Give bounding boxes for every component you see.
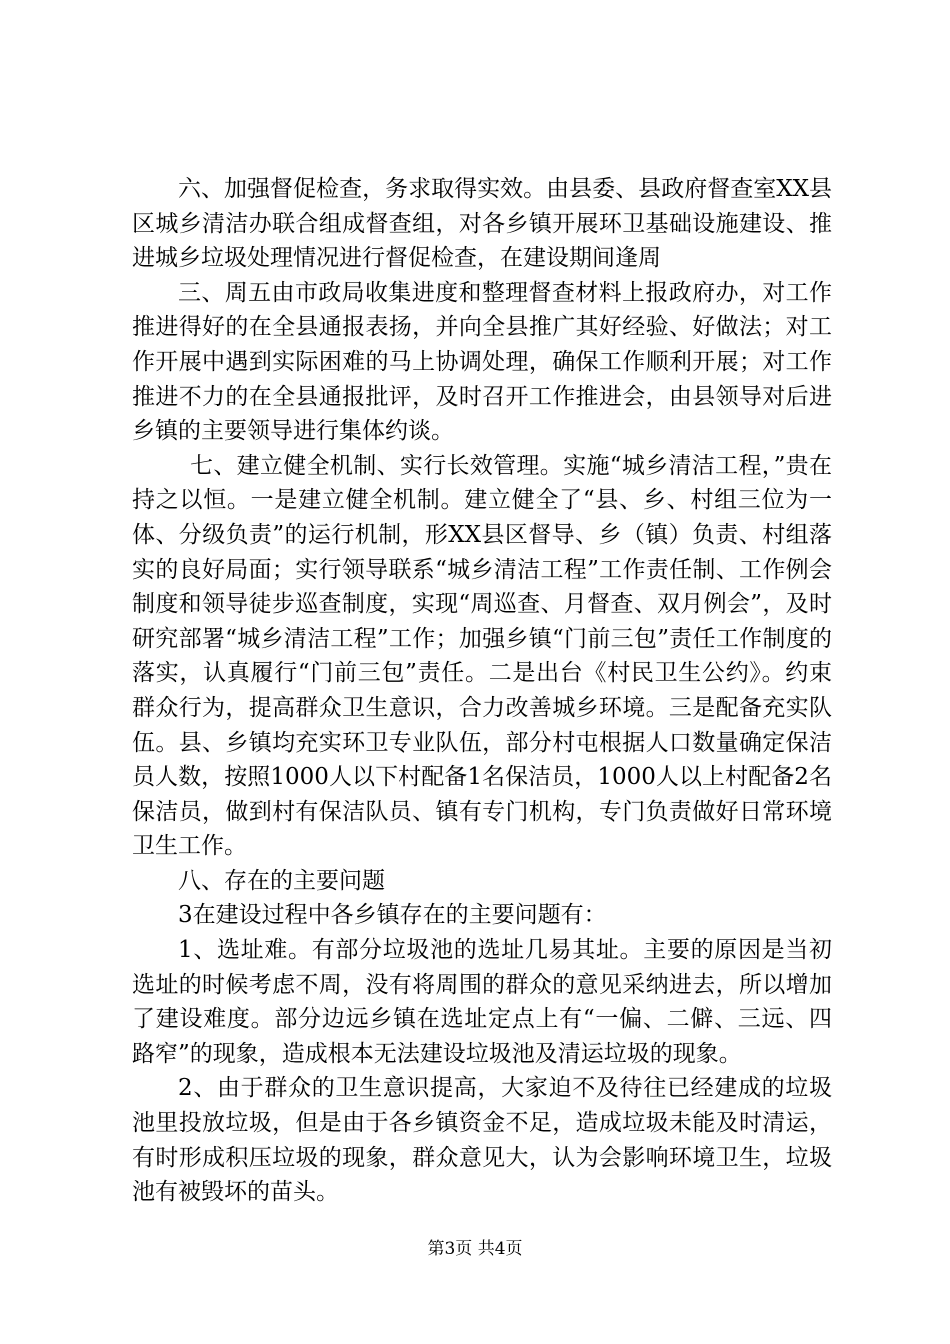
paragraph-seven-mechanism: 七、建立健全机制、实行长效管理。实施“城乡清洁工程，”贵在持之以恒。一是建立健全机制。建立健全了“县、乡、村组三位为一体、分级负责”的运行机制，形XX县区督导、乡（镇）负责、村组落实的良好局面；实行领导联系“城乡清洁工程”工作责任制、工作例会制度和领导徒步巡查制度，实现“周巡查、月督查、双月例会”，及时研究部署“城乡清洁工程”工作；加强乡镇“门前三包”责任工作制度的落实，认真履行“门前三包”责任。二是出台《村民卫生公约》。约束群众行为，提高群众卫生意识，合力改善城乡环境。三是配备充实队伍。县、乡镇均充实环卫专业队伍，部分村屯根据人口数量确定保洁员人数，按照1000人以下村配备1名保洁员，1000人以上村配备2名保洁员，做到村有保洁队员、镇有专门机构，专门负责做好日常环境卫生工作。 <box>132 452 832 860</box>
paragraph-six-supervision: 六、加强督促检查，务求取得实效。由县委、县政府督查室XX县区城乡清洁办联合组成督查组，对各乡镇开展环卫基础设施建设、推进城乡垃圾处理情况进行督促检查，在建设期间逢周 <box>132 176 832 272</box>
paragraph-eight-heading: 八、存在的主要问题 <box>178 867 385 894</box>
page-number-footer: 第3页 共4页 <box>427 1239 523 1259</box>
paragraph-problem-funding: 2、由于群众的卫生意识提高，大家迫不及待往已经建成的垃圾池里投放垃圾，但是由于各乡镇资金不足，造成垃圾未能及时清运，有时形成积压垃圾的现象，群众意见大，认为会影响环境卫生，垃圾池有被毁坏的苗头。 <box>132 1075 832 1206</box>
paragraph-problem-site-selection: 1、选址难。有部分垃圾池的选址几易其址。主要的原因是当初选址的时候考虑不周，没有将周围的群众的意见采纳进去，所以增加了建设难度。部分边远乡镇在选址定点上有“一偏、二僻、三远、四路窄”的现象，造成根本无法建设垃圾池及清运垃圾的现象。 <box>132 937 832 1067</box>
paragraph-main-problems-intro: 3在建设过程中各乡镇存在的主要问题有： <box>178 902 607 929</box>
document-body <box>132 172 832 1210</box>
paragraph-three-friday-report: 三、周五由市政局收集进度和整理督查材料上报政府办，对工作推进得好的在全县通报表扬，并向全县推广其好经验、好做法；对工作开展中遇到实际困难的马上协调处理，确保工作顺利开展；对工作推进不力的在全县通报批评，及时召开工作推进会，由县领导对后进乡镇的主要领导进行集体约谈。 <box>132 279 832 445</box>
